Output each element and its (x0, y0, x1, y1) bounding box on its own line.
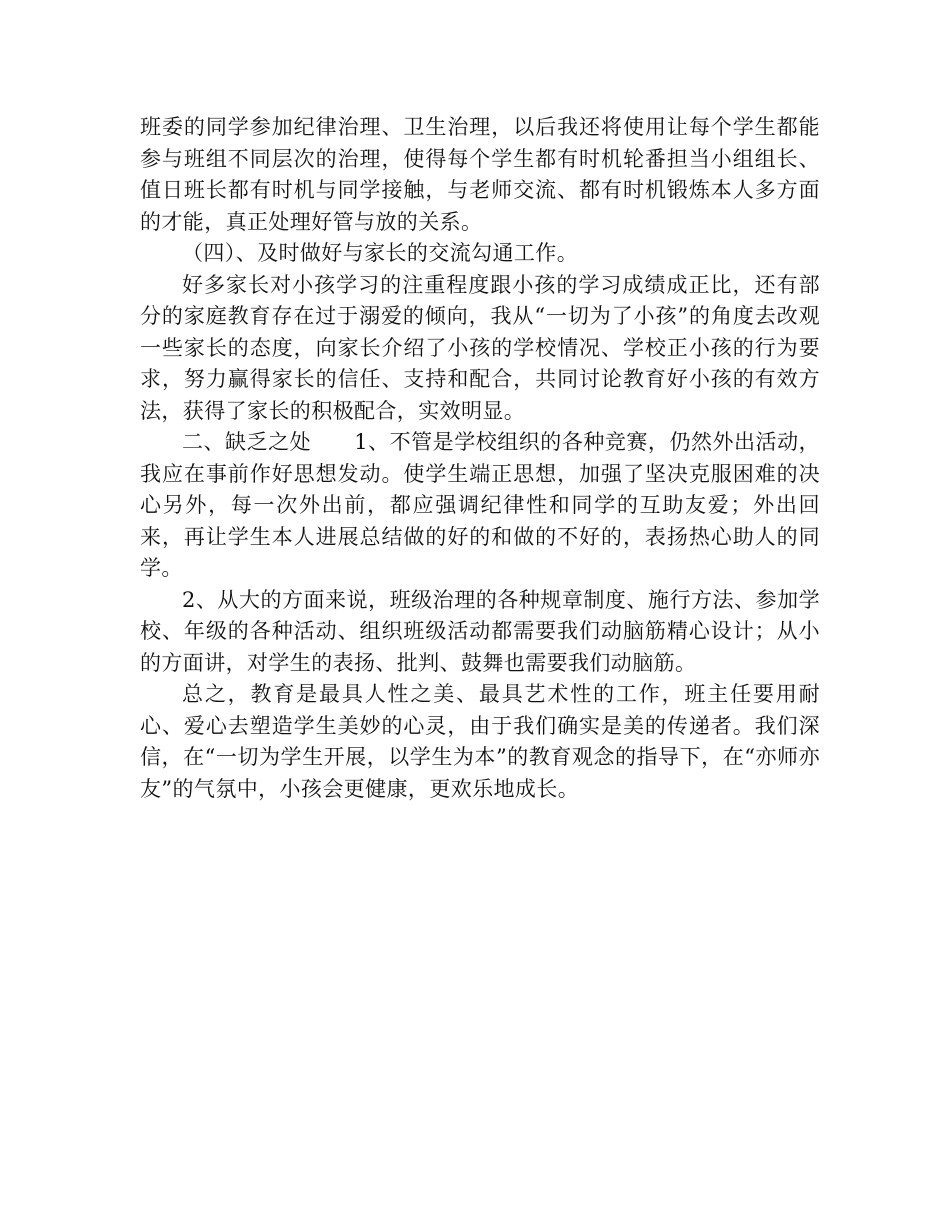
paragraph-shortcomings: 二、缺乏之处 1、不管是学校组织的各种竞赛，仍然外出活动，我应在事前作好思想发动。使学生端正思想，加强了坚决克服困难的决心另外，每一次外出前，都应强调纪律性和同学的互助友爱；外出回来，再让学生本人进展总结做的好的和做的不好的，表扬热心助人的同学。 (140, 430, 820, 580)
document-body (140, 112, 820, 805)
paragraph-class-committee: 班委的同学参加纪律治理、卫生治理，以后我还将使用让每个学生都能参与班组不同层次的治理，使得每个学生都有时机轮番担当小组组长、值日班长都有时机与同学接触，与老师交流、都有时机锻炼本人多方面的才能，真正处理好管与放的关系。 (140, 115, 820, 234)
paragraph-class-management-design: 2、从大的方面来说，班级治理的各种规章制度、施行方法、参加学校、年级的各种活动、组织班级活动都需要我们动脑筋精心设计；从小的方面讲，对学生的表扬、批判、鼓舞也需要我们动脑筋。 (140, 587, 820, 675)
paragraph-conclusion: 总之，教育是最具人性之美、最具艺术性的工作，班主任要用耐心、爱心去塑造学生美妙的心灵，由于我们确实是美的传递者。我们深信，在“一切为学生开展，以学生为本”的教育观念的指导下，在“亦师亦友”的气氛中，小孩会更健康，更欢乐地成长。 (140, 682, 820, 801)
paragraph-parent-communication: 好多家长对小孩学习的注重程度跟小孩的学习成绩成正比，还有部分的家庭教育存在过于溺爱的倾向，我从“一切为了小孩”的角度去改观一些家长的态度，向家长介绍了小孩的学校情况、学校正小孩的行为要求，努力赢得家长的信任、支持和配合，共同讨论教育好小孩的有效方法，获得了家长的积极配合，实效明显。 (140, 272, 820, 423)
section-heading-parent-communication: （四）、及时做好与家长的交流勾通工作。 (182, 241, 579, 265)
